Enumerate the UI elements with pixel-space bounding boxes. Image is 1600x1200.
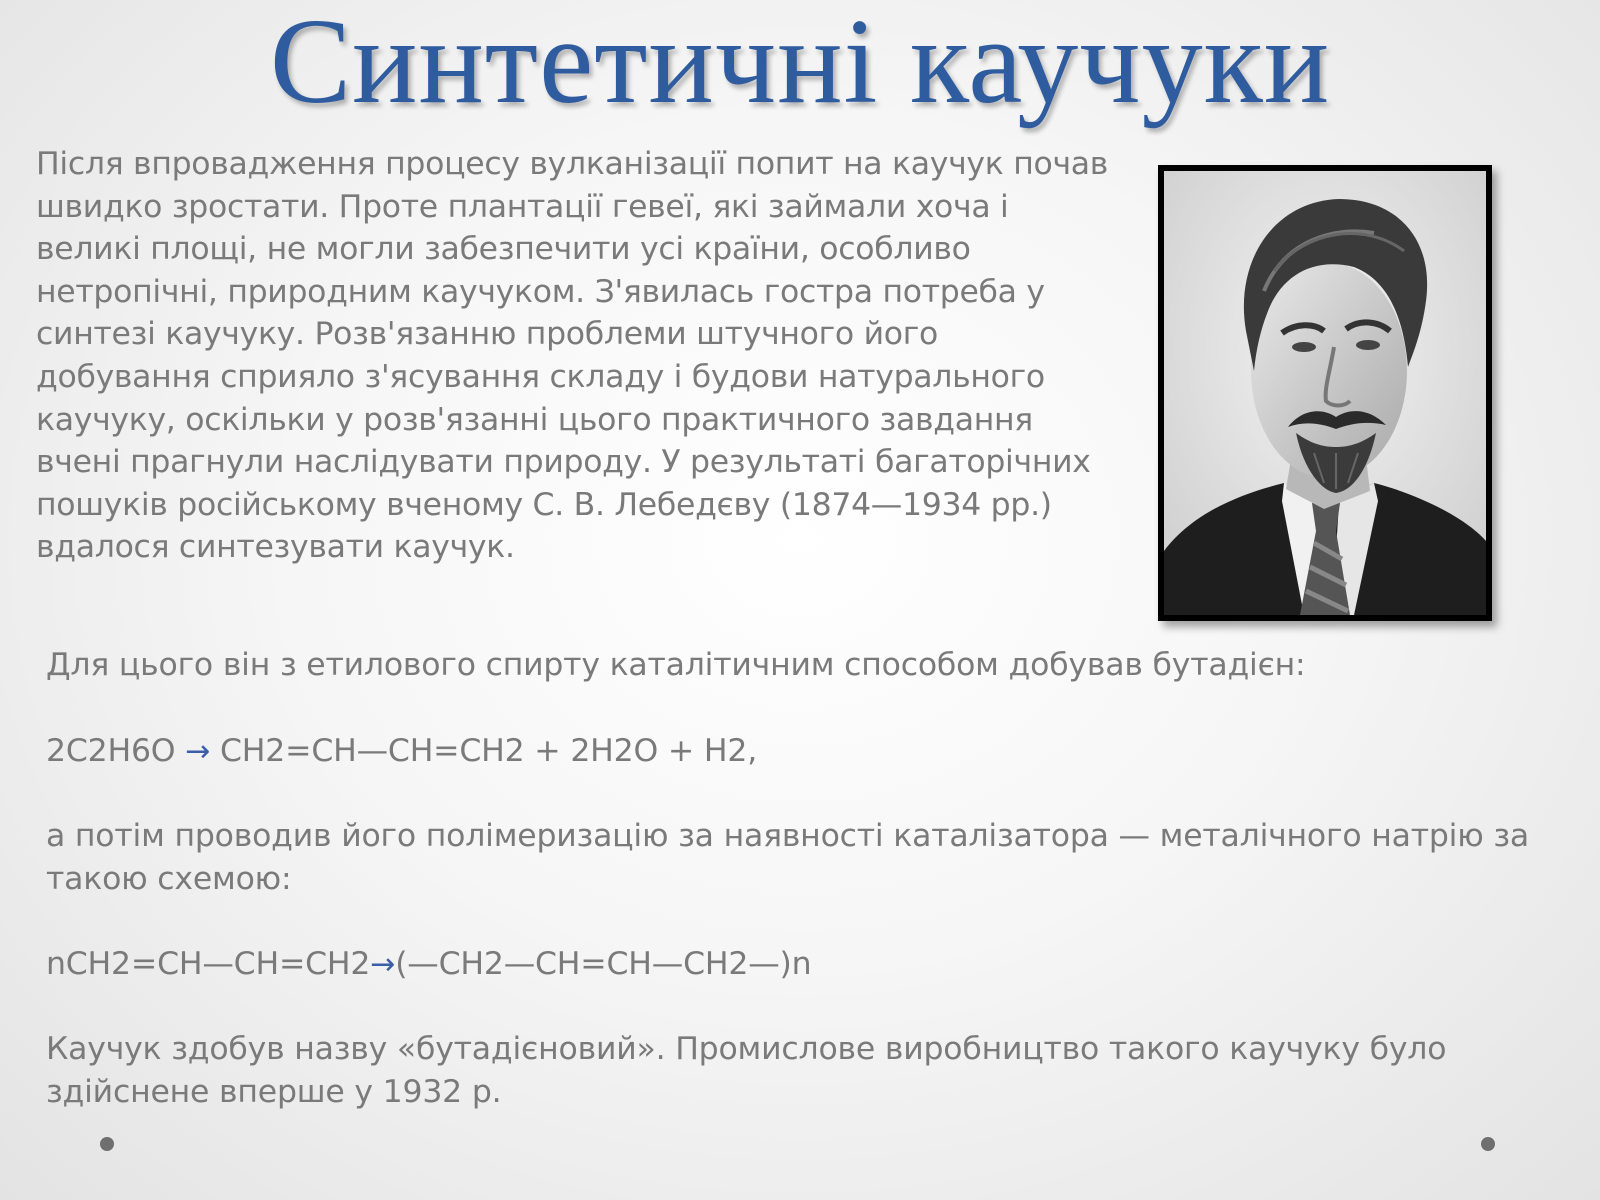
decorative-dot-left-icon <box>100 1137 114 1151</box>
reaction-arrow-icon: → <box>370 947 396 982</box>
reaction-arrow-icon: → <box>185 734 211 769</box>
equation-products: CH2=CH—CH=CH2 + 2H2O + H2, <box>220 733 758 769</box>
equation-polymerization <box>46 943 1556 986</box>
polymer-product: (—CH2—CH=CH—CH2—)n <box>395 946 812 982</box>
decorative-dot-right-icon <box>1481 1137 1495 1151</box>
portrait-image <box>1158 165 1492 621</box>
butadiene-intro: Для цього він з етилового спирту каталітичним способом добував бутадієн: <box>46 647 1306 683</box>
slide-title: Синтетичні каучуки <box>269 0 1331 129</box>
equation-reactants: 2C2H6O <box>46 733 176 769</box>
portrait-illustration <box>1164 171 1486 615</box>
polymerization-paragraph: а потім проводив його полімеризацію за наявності каталізатора — металічного натрію за такою схемою: <box>46 818 1530 897</box>
equation-ethanol-to-butadiene <box>46 730 1556 773</box>
conclusion-paragraph: Каучук здобув назву «бутадієновий». Промислове виробництво такого каучуку було здійснене вперше у 1932 р. <box>46 1031 1447 1110</box>
intro-paragraph: Після впровадження процесу вулканізації попит на каучук почав швидко зростати. Проте плантації гевеї, які займали хоча і великі площі, не могли забезпечити усі країни, особливо нетропічні, природним каучуком. З'явилась гостра потреба у синтезі каучуку. Розв'язанню проблеми штучного його добування сприяло з'ясування складу і будови натурального каучуку, оскільки у розв'язанні цього практичного завдання вчені прагнули наслідувати природу. У результаті багаторічних пошуків російському вченому С. В. Лебедєву (1874—1934 рр.) вдалося синтезувати каучук. <box>36 146 1109 566</box>
polymer-monomer: nCH2=CH—CH=CH2 <box>46 946 371 982</box>
